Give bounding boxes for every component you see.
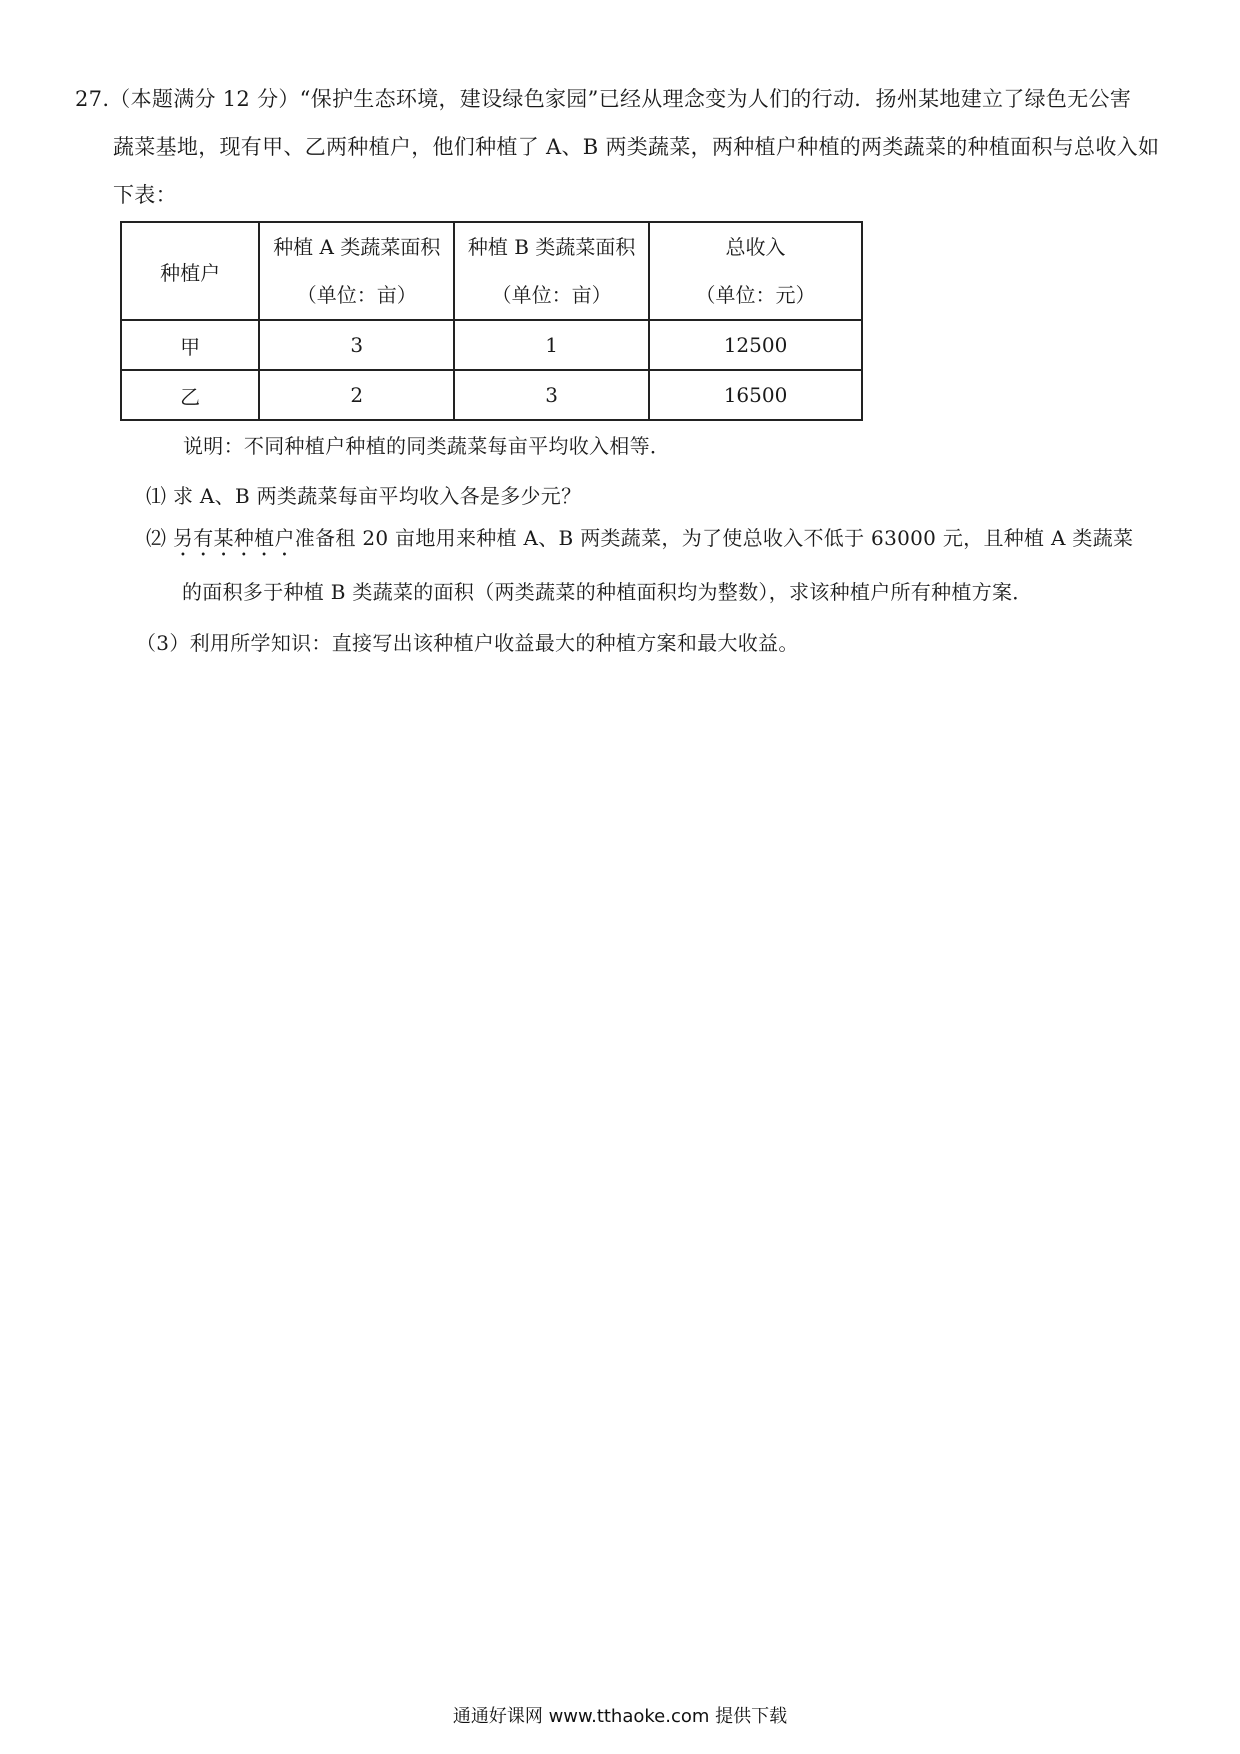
header-cell-income [649, 222, 862, 320]
cell-area-b: 1 [454, 320, 649, 370]
sub-question-2-number: ⑵ [146, 526, 173, 550]
cell-grower: 甲 [121, 320, 259, 370]
sub-question-2-line-2: 的面积多于种植 B 类蔬菜的面积（两类蔬菜的种植面积均为整数），求该种植户所有种植方案． [182, 580, 1033, 604]
table-row [121, 370, 862, 420]
table-note: 说明：不同种植户种植的同类蔬菜每亩平均收入相等． [183, 434, 671, 458]
cell-area-a: 3 [259, 320, 454, 370]
question-text-line-2: 蔬菜基地，现有甲、乙两种植户，他们种植了 A、B 两类蔬菜，两种植户种植的两类蔬菜的种植面积与总收入如 [113, 135, 1160, 159]
header-area-b-unit: （单位：亩） [491, 283, 612, 307]
cell-area-a: 2 [259, 370, 454, 420]
header-cell-area-a [259, 222, 454, 320]
cell-grower: 乙 [121, 370, 259, 420]
header-area-a-unit: （单位：亩） [296, 283, 417, 307]
sub-question-2-emphasis: 另有某种植户 [172, 526, 295, 550]
sub-question-3: （3）利用所学知识：直接写出该种植户收益最大的种植方案和最大收益。 [136, 631, 799, 655]
sub-question-1: ⑴ 求 A、B 两类蔬菜每亩平均收入各是多少元？ [146, 484, 582, 508]
header-area-a-label: 种植 A 类蔬菜面积 [273, 235, 441, 259]
planting-data-table [120, 221, 863, 421]
question-text-line-1: 27.（本题满分 12 分）“保护生态环境，建设绿色家园”已经从理念变为人们的行动．扬州某地建立了绿色无公害 [75, 87, 1132, 111]
sub-question-2-text: 准备租 20 亩地用来种植 A、B 两类蔬菜，为了使总收入不低于 63000 元，且种植 A 类蔬菜 [294, 526, 1134, 550]
sub-question-2-line-1 [146, 523, 1133, 561]
header-cell-area-b [454, 222, 649, 320]
question-text-line-3: 下表： [113, 183, 177, 207]
header-grower-label: 种植户 [160, 260, 221, 285]
page-footer: 通通好课网 www.tthaoke.com 提供下载 [452, 1706, 788, 1727]
cell-area-b: 3 [454, 370, 649, 420]
header-area-b-label: 种植 B 类蔬菜面积 [467, 235, 636, 259]
header-income-label: 总收入 [725, 235, 786, 259]
table-row [121, 320, 862, 370]
cell-income: 12500 [649, 320, 862, 370]
table-header-row [121, 222, 862, 320]
header-cell-grower [121, 222, 259, 320]
header-income-unit: （单位：元） [695, 283, 816, 307]
cell-income: 16500 [649, 370, 862, 420]
